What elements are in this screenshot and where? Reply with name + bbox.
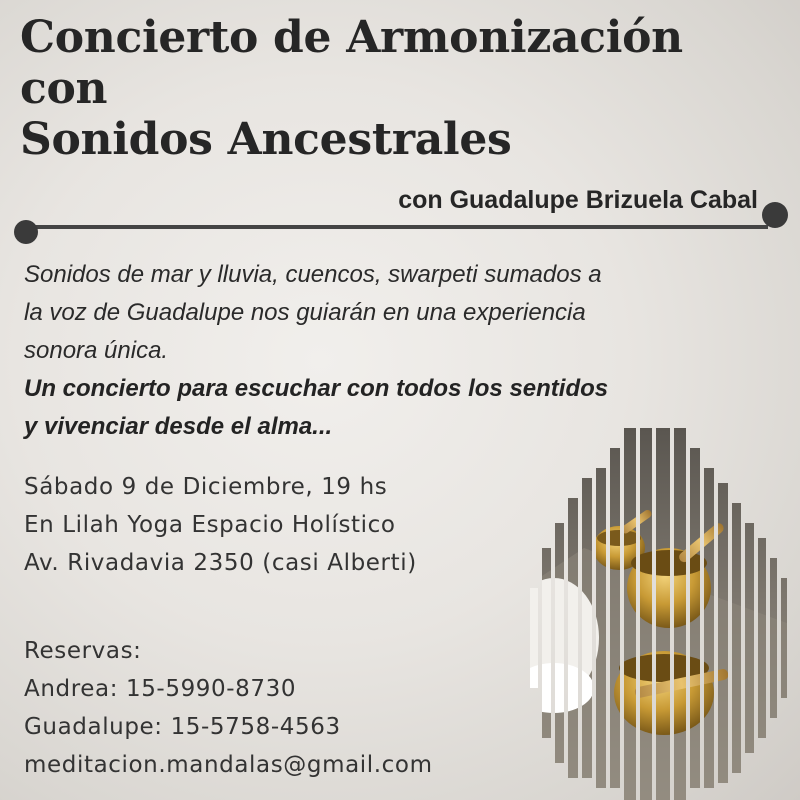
title-line-3: Sonidos Ancestrales	[20, 114, 512, 165]
event-address: Av. Rivadavia 2350 (casi Alberti)	[24, 550, 417, 576]
reservations-label: Reservas:	[24, 638, 142, 664]
reservations	[24, 632, 544, 784]
title-line-1: Concierto de Armonización	[20, 12, 683, 63]
title-line-2: con	[20, 63, 108, 114]
description	[24, 256, 744, 370]
divider-line	[28, 225, 768, 229]
event-details	[24, 468, 524, 582]
event-title	[20, 12, 780, 165]
contact-guadalupe: Guadalupe: 15-5758-4563	[24, 714, 341, 740]
description-line: sonora única.	[24, 337, 169, 364]
highlight-line: Un concierto para escuchar con todos los sentidos	[24, 375, 609, 402]
performer-byline: con Guadalupe Brizuela Cabal	[398, 186, 758, 214]
highlight-line: y vivenciar desde el alma...	[24, 413, 333, 440]
event-venue: En Lilah Yoga Espacio Holístico	[24, 512, 396, 538]
singing-bowls-image	[524, 428, 800, 800]
contact-email: meditacion.mandalas@gmail.com	[24, 752, 433, 778]
contact-andrea: Andrea: 15-5990-8730	[24, 676, 297, 702]
divider-dot-right	[762, 202, 788, 228]
description-line: la voz de Guadalupe nos guiarán en una experiencia	[24, 299, 586, 326]
description-line: Sonidos de mar y lluvia, cuencos, swarpeti sumados a	[24, 261, 602, 288]
divider-dot-left	[14, 220, 38, 244]
event-date: Sábado 9 de Diciembre, 19 hs	[24, 474, 388, 500]
